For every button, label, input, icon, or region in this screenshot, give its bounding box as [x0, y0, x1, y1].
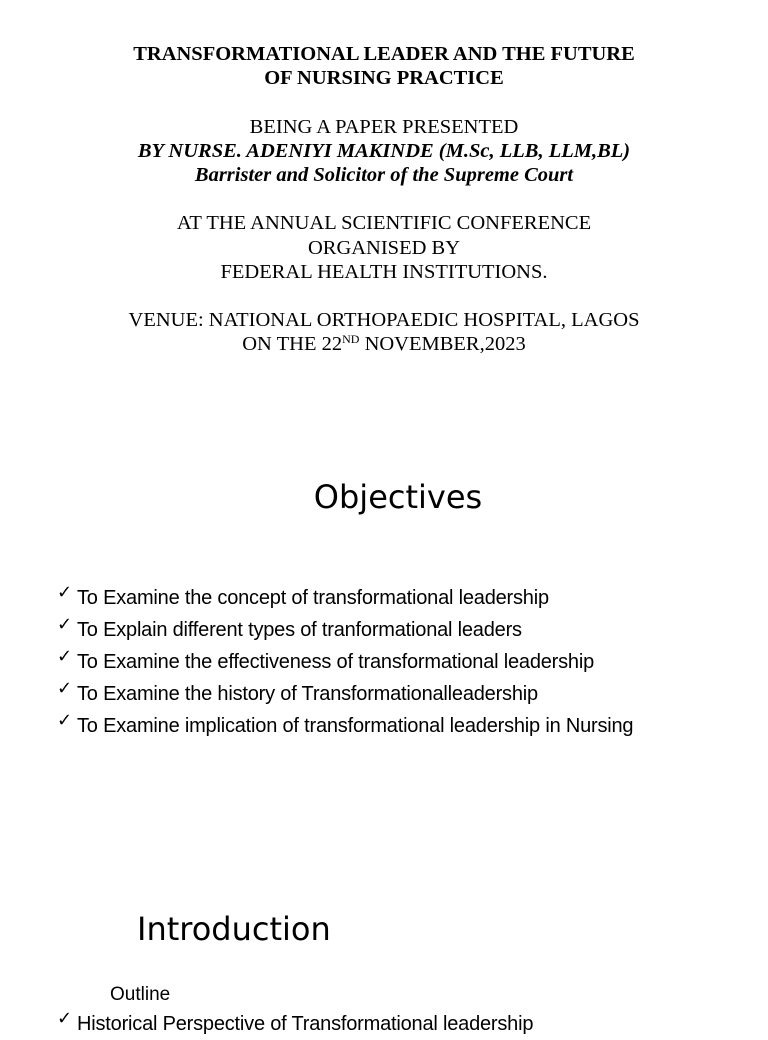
- list-item-text: To Examine the effectiveness of transformational leadership: [77, 651, 595, 673]
- list-item-text: Historical Perspective of Transformational leadership: [77, 1013, 534, 1035]
- author-role-line: Barrister and Solicitor of the Supreme Court: [194, 164, 574, 186]
- list-item: [57, 614, 633, 646]
- outline-label: Outline: [110, 984, 171, 1005]
- outline-list: [57, 1008, 533, 1040]
- checkmark-icon: ✓: [57, 614, 73, 635]
- list-item-text: To Examine the history of Transformationalleadership: [77, 683, 538, 705]
- checkmark-icon: ✓: [57, 710, 73, 731]
- conference-line-3: FEDERAL HEALTH INSTITUTIONS.: [220, 260, 548, 283]
- checkmark-icon: ✓: [57, 678, 73, 699]
- conference-line-2: ORGANISED BY: [307, 236, 461, 259]
- list-item: [57, 678, 633, 710]
- list-item-text: To Examine the concept of transformational leadership: [77, 587, 549, 609]
- list-item: [57, 710, 633, 742]
- objectives-heading: Objectives: [313, 478, 483, 516]
- date-line: [0, 332, 768, 356]
- conference-line-1: AT THE ANNUAL SCIENTIFIC CONFERENCE: [176, 212, 592, 235]
- date-prefix: ON THE 22: [242, 333, 343, 356]
- list-item: [57, 1008, 533, 1040]
- venue-line: VENUE: NATIONAL ORTHOPAEDIC HOSPITAL, LAGOS: [128, 309, 640, 332]
- list-item: [57, 646, 633, 678]
- date-rest: NOVEMBER,2023: [359, 333, 526, 356]
- list-item-text: To Explain different types of tranformational leaders: [77, 619, 522, 641]
- paper-title-line-1: TRANSFORMATIONAL LEADER AND THE FUTURE: [133, 43, 635, 65]
- list-item-text: To Examine implication of transformational leadership in Nursing: [77, 715, 634, 737]
- objectives-list: [57, 582, 633, 742]
- title-block: [0, 42, 768, 357]
- checkmark-icon: ✓: [57, 1008, 73, 1029]
- presented-line: BEING A PAPER PRESENTED: [249, 115, 519, 138]
- paper-title-line-2: OF NURSING PRACTICE: [264, 67, 504, 90]
- checkmark-icon: ✓: [57, 646, 73, 667]
- checkmark-icon: ✓: [57, 582, 73, 603]
- introduction-heading: Introduction: [137, 910, 331, 948]
- author-line: BY NURSE. ADENIYI MAKINDE (M.Sc, LLB, LLM,BL): [137, 139, 631, 162]
- date-ordinal-suffix: ND: [342, 332, 360, 347]
- list-item: [57, 582, 633, 614]
